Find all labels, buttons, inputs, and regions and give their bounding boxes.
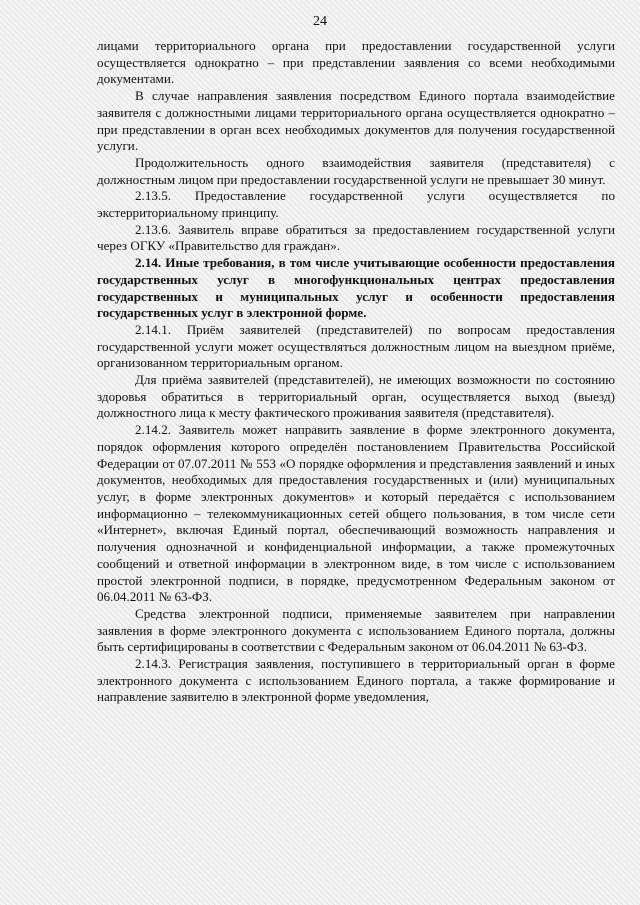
paragraph: 2.13.6. Заявитель вправе обратиться за предоставлением государственной услуги через ОГКУ «Правительство для граждан».	[97, 221, 615, 254]
paragraph: лицами территориального органа при предоставлении государственной услуги осуществляется однократно – при представлении заявления со всеми необходимыми документами.	[97, 38, 615, 87]
paragraph: 2.14.1. Приём заявителей (представителей) по вопросам предоставления государственной услуги может осуществляться должностным лицом на выездном приёме, организованном территориальным органом.	[97, 321, 615, 371]
paragraph: 2.14.2. Заявитель может направить заявление в форме электронного документа, порядок оформления которого определён постановлением Правительства Российской Федерации от 07.07.2011 № 553 «О порядке оформления и представления заявлений и иных документов, необходимых для предоставления государственных и (или) муниципальных услуг, в форме электронных документов» и который передаётся с использованием информационно – телекоммуникационных сетей общего пользования, в том числе сети «Интернет», включая Единый портал, обеспечивающий возможность направления и получения однозначной и конфиденциальной информации, а также промежуточных сообщений и ответной информации в электронном виде, в том числе с использованием простой электронной подписи, в порядке, предусмотренном Федеральным законом от 06.04.2011 № 63-ФЗ.	[97, 422, 615, 605]
paragraph: 2.14.3. Регистрация заявления, поступившего в территориальный орган в форме электронного документа с использованием Единого портала, а также формирование и направление заявителю в электронной форме уведомления,	[97, 656, 615, 705]
paragraph: Для приёма заявителей (представителей), не имеющих возможности по состоянию здоровья обратиться в территориальный орган, осуществляется выход (выезд) должностного лица к месту фактического проживания заявителя (представителя).	[97, 372, 615, 421]
paragraph: 2.13.5. Предоставление государственной услуги осуществляется по экстерриториальному принципу.	[97, 188, 615, 221]
section-heading: 2.14. Иные требования, в том числе учитывающие особенности предоставления государственных услуг в многофункциональных центрах предоставления государственных и муниципальных услуг и особенности предоставления государственных услуг в электронной форме.	[97, 255, 615, 321]
paragraph: Средства электронной подписи, применяемые заявителем при направлении заявления в форме электронного документа с использованием Единого портала, должны быть сертифицированы в соответствии с Федеральным законом от 06.04.2011 № 63-ФЗ.	[97, 605, 615, 655]
page-number: 24	[313, 14, 327, 29]
paragraph: В случае направления заявления посредством Единого портала взаимодействие заявителя с должностными лицами территориального органа осуществляется однократно – при представлении в орган всех необходимых документов для получения государственной услуги.	[97, 88, 615, 154]
paragraph: Продолжительность одного взаимодействия заявителя (представителя) с должностным лицом при предоставлении государственной услуги не превышает 30 минут.	[97, 154, 615, 187]
document-body	[97, 38, 615, 706]
